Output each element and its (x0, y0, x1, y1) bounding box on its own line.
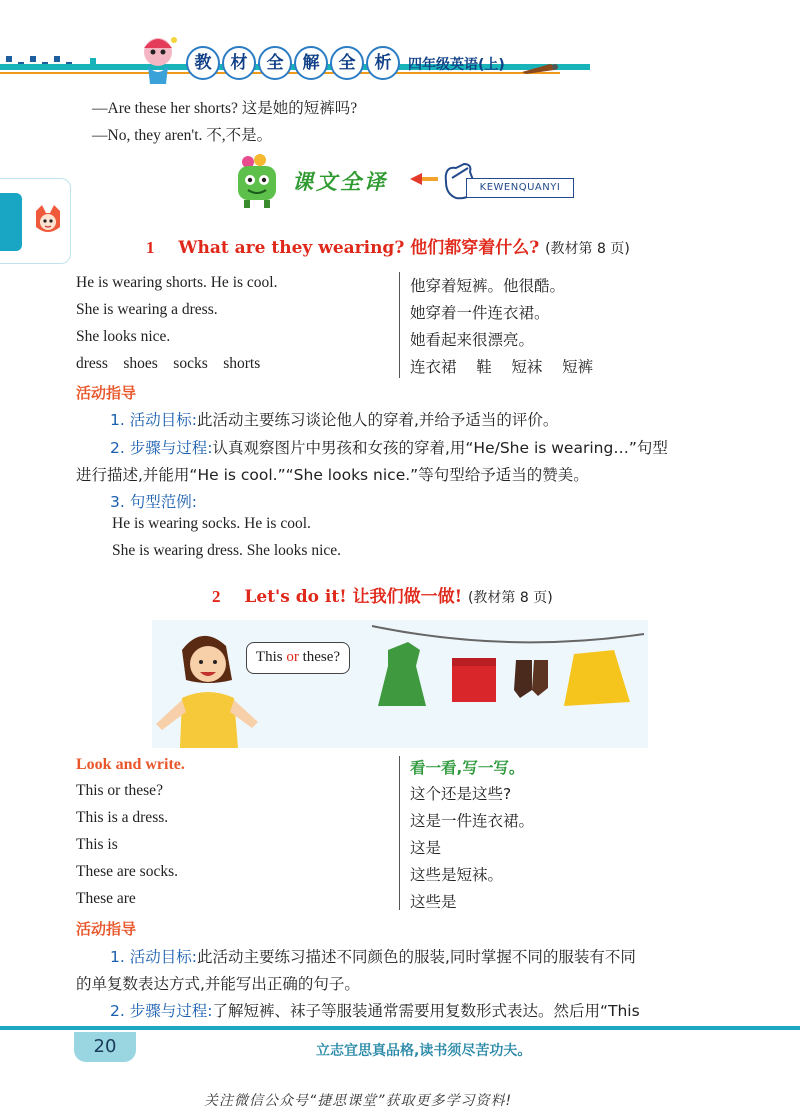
banner-subtitle: KEWENQUANYI (479, 182, 561, 193)
s2-row-4-en: These are socks. (76, 863, 178, 880)
s1-row-4-cn: 连衣裙 鞋 短袜 短裤 (410, 358, 594, 376)
bubble-text-pre: This (255, 649, 287, 665)
s1-guide-1-label: 1. 活动目标: (110, 411, 197, 429)
section-2-ref: (教材第 8 页) (467, 590, 553, 606)
s2-row-3-en: This is (76, 836, 118, 853)
banner-subtitle-box (466, 178, 574, 198)
footer-line (0, 1026, 800, 1030)
kewen-banner (228, 152, 576, 212)
footer-motto: 立志宜思真品格,读书须尽苦功夫。 (316, 1043, 532, 1059)
s1-row-3-cn: 她看起来很漂亮。 (410, 331, 535, 349)
s2-left-head: Look and write. (76, 756, 185, 773)
section-1-number: 1 (146, 238, 155, 257)
section-1-title: What are they wearing? 他们都穿着什么? (178, 238, 540, 258)
header-char-6: 析 (366, 46, 400, 80)
header-char-2: 材 (222, 46, 256, 80)
s2-guide-title: 活动指导 (76, 920, 137, 938)
bubble-text-or: or (286, 649, 299, 665)
section-2-number: 2 (212, 587, 221, 606)
side-tab (0, 178, 71, 264)
section-2-heading (212, 582, 553, 607)
s1-guide-1-text: 此活动主要练习谈论他人的穿着,并给予适当的评价。 (196, 411, 559, 429)
girl-illustration-icon (152, 620, 262, 748)
header-char-1: 教 (186, 46, 220, 80)
s2-guide-1-cont: 的单复数表达方式,并能写出正确的句子。 (76, 975, 360, 993)
s2-row-3-cn: 这是 (410, 839, 442, 857)
s2-row-5-cn: 这些是 (410, 893, 457, 911)
pencil-icon (520, 60, 560, 76)
s2-guide-1 (110, 945, 636, 967)
header-char-5: 全 (330, 46, 364, 80)
header-char-4: 解 (294, 46, 328, 80)
s1-guide-2-text: 认真观察图片中男孩和女孩的穿着,用“He/She is wearing…”句型 (212, 439, 668, 457)
s2-row-2-en: This is a dress. (76, 809, 169, 826)
handwritten-note: 关注微信公众号“捷思课堂”获取更多学习资料! (204, 1093, 513, 1109)
s2-right-head: 看一看,写一写。 (410, 759, 525, 777)
speech-bubble (246, 642, 350, 674)
clothesline-icon (368, 620, 648, 748)
intro-line-2: —No, they aren't. 不,不是。 (92, 127, 273, 144)
header-char-3: 全 (258, 46, 292, 80)
grade-label: 四年级英语(上) (408, 57, 505, 73)
bubble-text-post: these? (298, 649, 341, 665)
clothes-illustration (152, 620, 648, 748)
s2-guide-1-text: 此活动主要练习描述不同颜色的服装,同时掌握不同的服装有不同 (196, 948, 636, 966)
page-header (0, 0, 800, 90)
s1-example-2: She is wearing dress. She looks nice. (112, 542, 342, 559)
s2-row-1-en: This or these? (76, 782, 163, 799)
banner-title: 课文全译 (292, 170, 388, 194)
s1-row-2-cn: 她穿着一件连衣裙。 (410, 304, 550, 322)
s1-guide-title: 活动指导 (76, 384, 137, 402)
s2-row-5-en: These are (76, 890, 136, 907)
monster-mascot-icon (232, 152, 282, 210)
s2-row-1-cn: 这个还是这些? (410, 785, 512, 803)
page-number: 20 (93, 1036, 117, 1057)
s1-guide-3-label: 3. 句型范例: (110, 493, 197, 511)
column-divider-1 (399, 272, 400, 378)
section-2-title: Let's do it! 让我们做一做! (244, 587, 463, 607)
s2-guide-2-text: 了解短裤、袜子等服装通常需要用复数形式表达。然后用“This (212, 1002, 640, 1020)
s2-guide-1-label: 1. 活动目标: (110, 948, 197, 966)
s2-row-4-cn: 这些是短袜。 (410, 866, 504, 884)
s1-row-1-cn: 他穿着短裤。他很酷。 (410, 277, 566, 295)
s1-guide-2 (110, 436, 668, 458)
column-divider-2 (399, 756, 400, 910)
s1-row-4-en: dress shoes socks shorts (76, 355, 261, 372)
page-number-pill (74, 1032, 136, 1062)
cat-mascot-icon (30, 203, 66, 239)
s2-guide-2-label: 2. 步骤与过程: (110, 1002, 213, 1020)
section-1-ref: (教材第 8 页) (545, 241, 630, 257)
intro-line-1: —Are these her shorts? 这是她的短裤吗? (92, 100, 358, 117)
s1-guide-2-label: 2. 步骤与过程: (110, 439, 213, 457)
s1-example-1: He is wearing socks. He is cool. (112, 515, 311, 532)
section-1-heading (146, 233, 630, 258)
arrow-icon (410, 172, 440, 186)
s2-guide-2 (110, 999, 640, 1021)
mascot-logo-icon (130, 30, 186, 86)
s2-row-2-cn: 这是一件连衣裙。 (410, 812, 535, 830)
s1-row-1-en: He is wearing shorts. He is cool. (76, 274, 278, 291)
s1-row-3-en: She looks nice. (76, 328, 171, 345)
s1-guide-1 (110, 408, 558, 430)
s1-row-2-en: She is wearing a dress. (76, 301, 218, 318)
s1-guide-2-cont: 进行描述,并能用“He is cool.”“She looks nice.”等句型给予适当的赞美。 (76, 466, 589, 484)
